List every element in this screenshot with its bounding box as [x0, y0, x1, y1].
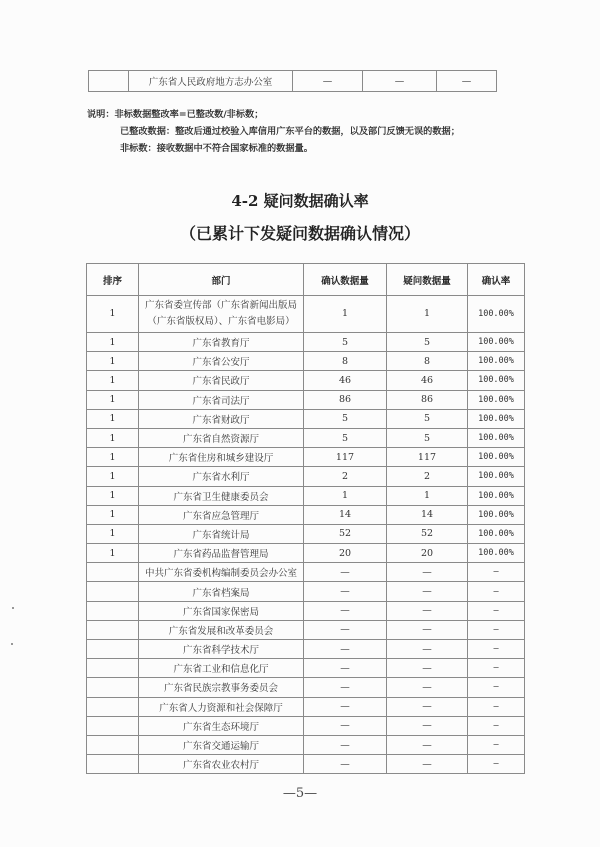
questioned-cell: — [387, 678, 468, 697]
rate-cell: — [437, 71, 497, 92]
dept-cell: 广东省民政厅 [139, 371, 304, 390]
dept-cell: 广东省应急管理厅 [139, 505, 304, 524]
confirmed-cell: 1 [304, 296, 387, 333]
confirmed-cell: — [304, 582, 387, 601]
confirmed-cell: — [304, 735, 387, 754]
rank-cell [87, 601, 139, 620]
questioned-cell: 2 [387, 467, 468, 486]
rate-cell: 100.00% [468, 428, 525, 447]
dept-cell: 广东省科学技术厅 [139, 640, 304, 659]
dept-cell: 广东省国家保密局 [139, 601, 304, 620]
header-dept: 部门 [139, 264, 304, 296]
rank-cell [87, 582, 139, 601]
rank-cell [87, 620, 139, 639]
rank-cell: 1 [87, 409, 139, 428]
dept-cell: 广东省卫生健康委员会 [139, 486, 304, 505]
note-line: 非标数：接收数据中不符合国家标准的数据量。 [120, 143, 313, 154]
rank-cell [87, 678, 139, 697]
table-row [87, 659, 525, 678]
questioned-cell: 46 [387, 371, 468, 390]
table-row [87, 486, 525, 505]
dept-cell: 广东省自然资源厅 [139, 428, 304, 447]
rank-cell: 1 [87, 333, 139, 352]
rate-cell: 100.00% [468, 390, 525, 409]
table-row [87, 678, 525, 697]
dept-cell: 广东省工业和信息化厅 [139, 659, 304, 678]
dept-cell [139, 296, 304, 333]
table-row [87, 333, 525, 352]
confirmation-rate-table [86, 263, 525, 774]
table-row [87, 620, 525, 639]
rate-cell: — [468, 697, 525, 716]
confirmed-cell: — [304, 755, 387, 774]
confirmed-cell: 5 [304, 333, 387, 352]
questioned-cell: — [387, 601, 468, 620]
dept-cell: 广东省生态环境厅 [139, 716, 304, 735]
dept-cell: 广东省教育厅 [139, 333, 304, 352]
table-row [87, 505, 525, 524]
dept-cell: 广东省公安厅 [139, 352, 304, 371]
dept-cell: 广东省人民政府地方志办公室 [129, 71, 293, 92]
confirmed-cell: — [304, 659, 387, 678]
table-header-row [87, 264, 525, 296]
rate-cell: — [468, 640, 525, 659]
dept-cell: 广东省统计局 [139, 524, 304, 543]
rate-cell: 100.00% [468, 448, 525, 467]
confirmed-cell: 14 [304, 505, 387, 524]
rate-cell: — [468, 755, 525, 774]
section-title: 4-2 疑问数据确认率 [231, 192, 369, 210]
rank-cell [87, 563, 139, 582]
confirmed-cell: — [304, 620, 387, 639]
rank-cell [87, 755, 139, 774]
table-row [87, 697, 525, 716]
questioned-cell: 52 [387, 524, 468, 543]
scan-speck [11, 643, 13, 645]
rank-cell: 1 [87, 296, 139, 333]
table-row [87, 467, 525, 486]
note-line: 已整改数据：整改后通过校验入库信用广东平台的数据，以及部门反馈无误的数据； [120, 126, 460, 137]
dept-line: 广东省委宣传部（广东省新闻出版局 [144, 300, 297, 311]
dept-cell: 广东省档案局 [139, 582, 304, 601]
header-confirmed: 确认数据量 [304, 264, 387, 296]
table-row [87, 371, 525, 390]
questioned-cell: 8 [387, 352, 468, 371]
rate-cell: — [468, 620, 525, 639]
confirmed-cell: 5 [304, 428, 387, 447]
rate-cell: — [468, 563, 525, 582]
confirmed-cell: 86 [304, 390, 387, 409]
dept-cell: 广东省司法厅 [139, 390, 304, 409]
header-rate: 确认率 [468, 264, 525, 296]
dept-line: （广东省版权局）、广东省电影局） [147, 316, 295, 327]
confirmed-cell: — [304, 697, 387, 716]
rank-cell [87, 640, 139, 659]
confirmed-cell: 5 [304, 409, 387, 428]
rank-cell: 1 [87, 486, 139, 505]
rank-cell: 1 [87, 467, 139, 486]
rank-cell: 1 [87, 428, 139, 447]
rank-cell [87, 659, 139, 678]
notes [87, 106, 460, 157]
rate-cell: 100.00% [468, 371, 525, 390]
table-row [87, 755, 525, 774]
questioned-cell: 86 [387, 390, 468, 409]
table-row [87, 582, 525, 601]
confirmed-cell: 46 [304, 371, 387, 390]
rate-cell: 100.00% [468, 409, 525, 428]
rank-cell: 1 [87, 371, 139, 390]
dept-cell: 中共广东省委机构编制委员会办公室 [139, 563, 304, 582]
dept-cell: 广东省农业农村厅 [139, 755, 304, 774]
dept-cell: 广东省民族宗教事务委员会 [139, 678, 304, 697]
rank-cell: 1 [87, 544, 139, 563]
questioned-cell: — [363, 71, 437, 92]
rate-cell: — [468, 659, 525, 678]
rate-cell: 100.00% [468, 486, 525, 505]
confirmed-cell: 20 [304, 544, 387, 563]
table-row [87, 716, 525, 735]
questioned-cell: — [387, 716, 468, 735]
dept-cell: 广东省交通运输厅 [139, 735, 304, 754]
rank-cell: 1 [87, 390, 139, 409]
questioned-cell: 5 [387, 428, 468, 447]
table-row [87, 601, 525, 620]
confirmed-cell: — [304, 716, 387, 735]
confirmed-cell: — [304, 563, 387, 582]
table-row [87, 640, 525, 659]
confirmed-cell: — [304, 640, 387, 659]
questioned-cell: 20 [387, 544, 468, 563]
scan-speck [12, 607, 14, 609]
rate-cell: 100.00% [468, 352, 525, 371]
table-row [87, 296, 525, 333]
rank-cell: 1 [87, 505, 139, 524]
rate-cell: 100.00% [468, 333, 525, 352]
questioned-cell: 14 [387, 505, 468, 524]
rank-cell [87, 716, 139, 735]
questioned-cell: 5 [387, 409, 468, 428]
questioned-cell: — [387, 755, 468, 774]
questioned-cell: 1 [387, 296, 468, 333]
dept-cell: 广东省财政厅 [139, 409, 304, 428]
section-subtitle: （已累计下发疑问数据确认情况） [179, 224, 420, 243]
confirmed-cell: — [304, 678, 387, 697]
confirmed-cell: 1 [304, 486, 387, 505]
rate-cell: 100.00% [468, 467, 525, 486]
rank-cell [87, 735, 139, 754]
rate-cell: — [468, 582, 525, 601]
rate-cell: 100.00% [468, 296, 525, 333]
rank-cell [89, 71, 129, 92]
questioned-cell: — [387, 563, 468, 582]
dept-cell: 广东省住房和城乡建设厅 [139, 448, 304, 467]
dept-cell: 广东省人力资源和社会保障厅 [139, 697, 304, 716]
table-row [87, 735, 525, 754]
page-number: —5— [282, 786, 318, 801]
rank-cell: 1 [87, 352, 139, 371]
table-row [87, 544, 525, 563]
questioned-cell: — [387, 659, 468, 678]
questioned-cell: 5 [387, 333, 468, 352]
rate-cell: — [468, 601, 525, 620]
dept-cell: 广东省水利厅 [139, 467, 304, 486]
dept-cell: 广东省发展和改革委员会 [139, 620, 304, 639]
table-row [87, 563, 525, 582]
rank-cell: 1 [87, 448, 139, 467]
confirmed-cell: — [293, 71, 363, 92]
questioned-cell: — [387, 735, 468, 754]
dept-cell: 广东省药品监督管理局 [139, 544, 304, 563]
rate-cell: 100.00% [468, 544, 525, 563]
questioned-cell: — [387, 697, 468, 716]
questioned-cell: 1 [387, 486, 468, 505]
rate-cell: — [468, 735, 525, 754]
note-line: 说明：非标数据整改率=已整改数/非标数； [87, 109, 264, 120]
table-row [87, 409, 525, 428]
questioned-cell: — [387, 640, 468, 659]
table-row [87, 352, 525, 371]
questioned-cell: 117 [387, 448, 468, 467]
table-row [87, 448, 525, 467]
confirmed-cell: — [304, 601, 387, 620]
rate-cell: — [468, 716, 525, 735]
rate-cell: 100.00% [468, 505, 525, 524]
confirmed-cell: 52 [304, 524, 387, 543]
confirmed-cell: 2 [304, 467, 387, 486]
rank-cell: 1 [87, 524, 139, 543]
table-row [89, 71, 497, 92]
questioned-cell: — [387, 620, 468, 639]
rate-cell: 100.00% [468, 524, 525, 543]
rank-cell [87, 697, 139, 716]
table-row [87, 428, 525, 447]
continued-table [88, 70, 497, 92]
table-row [87, 390, 525, 409]
header-questioned: 疑问数据量 [387, 264, 468, 296]
questioned-cell: — [387, 582, 468, 601]
confirmed-cell: 117 [304, 448, 387, 467]
rate-cell: — [468, 678, 525, 697]
header-rank: 排序 [87, 264, 139, 296]
table-row [87, 524, 525, 543]
confirmed-cell: 8 [304, 352, 387, 371]
